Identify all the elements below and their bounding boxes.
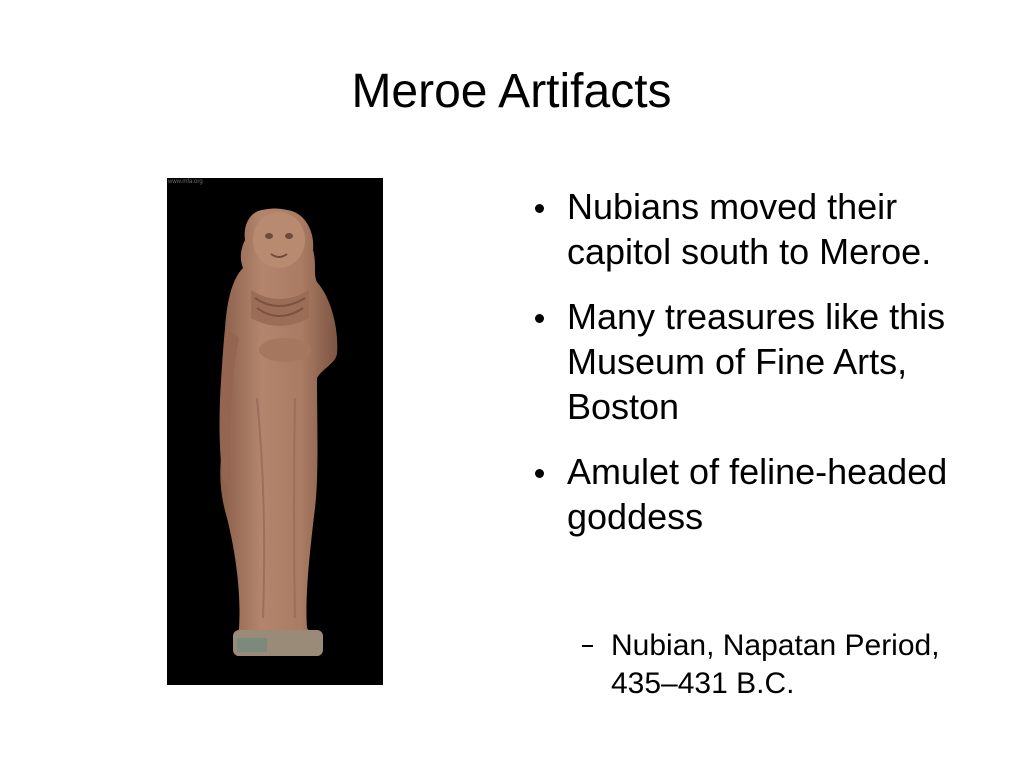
bullet-list xyxy=(535,184,995,559)
feline-headed-amulet-image xyxy=(167,178,383,685)
photo-watermark: www.mfa.org xyxy=(168,179,203,185)
sub-bullet-list xyxy=(535,629,995,703)
bullet-item xyxy=(535,449,995,539)
bullet-text: Amulet of feline-headed goddess xyxy=(567,451,948,537)
slide-title: Meroe Artifacts xyxy=(351,65,672,118)
bullet-dot-icon xyxy=(535,469,544,478)
dash-icon xyxy=(582,645,593,647)
bullet-dot-icon xyxy=(535,314,544,323)
bullet-text: Nubians moved their capitol south to Meroe. xyxy=(567,186,932,272)
bullet-item xyxy=(535,294,995,429)
bullet-item xyxy=(535,184,995,274)
bullet-dot-icon xyxy=(535,204,544,213)
bullet-text: Many treasures like this Museum of Fine Arts, Boston xyxy=(567,296,946,427)
sub-bullet-text: Nubian, Napatan Period, 435–431 B.C. xyxy=(611,629,940,700)
sub-bullet-item xyxy=(535,627,995,703)
amulet-photo xyxy=(167,178,383,685)
amulet-body xyxy=(220,209,337,657)
